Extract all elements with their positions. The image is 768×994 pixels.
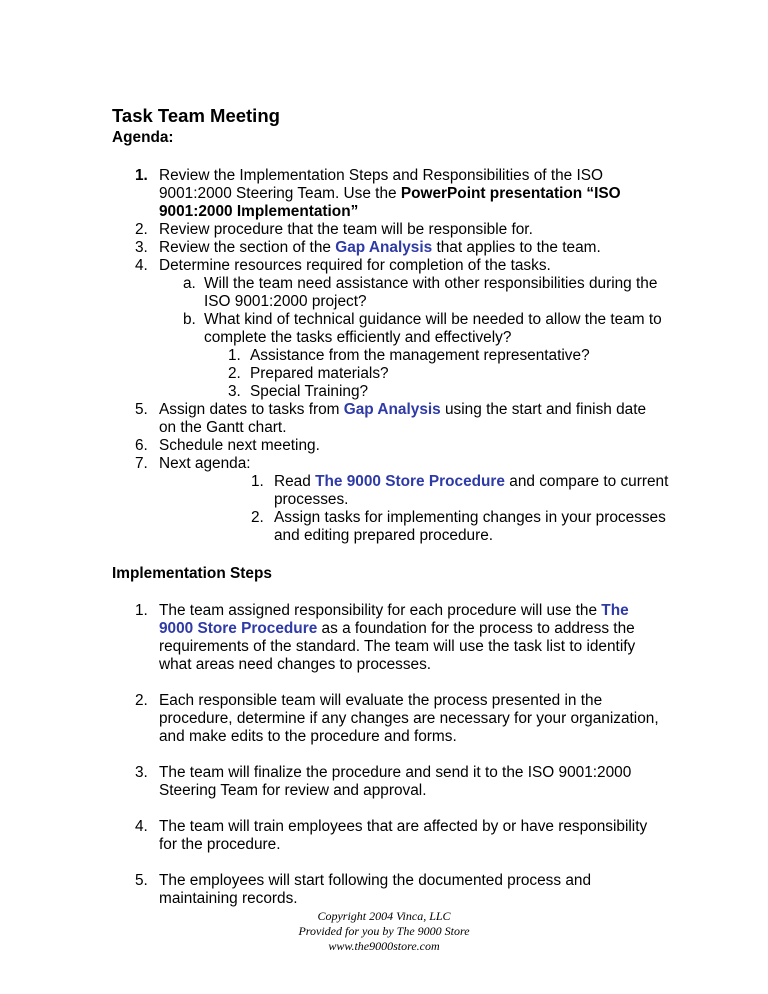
agenda-item-4b1-text: Assistance from the management representative? bbox=[250, 347, 590, 364]
step-2-line-2: procedure, determine if any changes are necessary for your organization, bbox=[159, 710, 659, 727]
agenda-item-1-line-3: 9001:2000 Implementation” bbox=[159, 203, 359, 220]
step-1-number: 1. bbox=[135, 602, 148, 619]
agenda-item-4a-line-2: ISO 9001:2000 project? bbox=[204, 293, 367, 310]
page-title: Task Team Meeting bbox=[112, 105, 280, 126]
gap-analysis-link[interactable]: Gap Analysis bbox=[335, 239, 433, 256]
agenda-item-5-line-2: on the Gantt chart. bbox=[159, 419, 287, 436]
footer-website: www.the9000store.com bbox=[328, 939, 440, 953]
step-1-line-3: requirements of the standard. The team will use the task list to identify bbox=[159, 638, 636, 655]
agenda-item-2-number: 2. bbox=[135, 221, 148, 238]
agenda-item-4b3-number: 3. bbox=[228, 383, 241, 400]
step-5-number: 5. bbox=[135, 872, 148, 889]
footer-copyright: Copyright 2004 Vinca, LLC bbox=[317, 909, 451, 923]
agenda-item-3-number: 3. bbox=[135, 239, 148, 256]
step-2-number: 2. bbox=[135, 692, 148, 709]
agenda-item-7-1-number: 1. bbox=[251, 473, 264, 490]
step-4-line-1: The team will train employees that are affected by or have responsibility bbox=[159, 818, 648, 835]
agenda-item-5-number: 5. bbox=[135, 401, 148, 418]
agenda-item-6-number: 6. bbox=[135, 437, 148, 454]
agenda-item-4b2-text: Prepared materials? bbox=[250, 365, 389, 382]
step-3-line-2: Steering Team for review and approval. bbox=[159, 782, 427, 799]
9000-store-procedure-link[interactable]: The 9000 Store Procedure bbox=[315, 473, 505, 490]
agenda-item-7-1-line-2: processes. bbox=[274, 491, 349, 508]
agenda-item-7-2-line-1: Assign tasks for implementing changes in your processes bbox=[274, 509, 666, 526]
agenda-item-1-line-1: Review the Implementation Steps and Responsibilities of the ISO bbox=[159, 167, 603, 184]
agenda-item-6-text: Schedule next meeting. bbox=[159, 437, 320, 454]
step-1-line-4: what areas need changes to processes. bbox=[159, 656, 432, 673]
agenda-heading: Agenda: bbox=[112, 129, 174, 146]
step-3-line-1: The team will finalize the procedure and send it to the ISO 9001:2000 bbox=[159, 764, 632, 781]
agenda-item-4b-line-1: What kind of technical guidance will be needed to allow the team to bbox=[204, 311, 662, 328]
powerpoint-reference: PowerPoint presentation “ISO bbox=[400, 185, 621, 202]
agenda-item-4-text: Determine resources required for completion of the tasks. bbox=[159, 257, 551, 274]
agenda-item-7-number: 7. bbox=[135, 455, 148, 472]
9000-store-procedure-link[interactable]: The bbox=[601, 602, 629, 619]
step-1-line-1: The team assigned responsibility for each procedure will use the The bbox=[159, 602, 629, 619]
footer-provided-by: Provided for you by The 9000 Store bbox=[298, 924, 470, 938]
agenda-item-4a-letter: a. bbox=[183, 275, 196, 292]
agenda-item-4b2-number: 2. bbox=[228, 365, 241, 382]
step-2-line-1: Each responsible team will evaluate the process presented in the bbox=[159, 692, 603, 709]
step-5-line-2: maintaining records. bbox=[159, 890, 298, 907]
step-5-line-1: The employees will start following the documented process and bbox=[159, 872, 592, 889]
step-2-line-3: and make edits to the procedure and forms. bbox=[159, 728, 457, 745]
agenda-item-5-line-1: Assign dates to tasks from Gap Analysis using the start and finish date bbox=[159, 401, 647, 418]
implementation-steps-heading: Implementation Steps bbox=[112, 565, 272, 582]
agenda-item-7-text: Next agenda: bbox=[159, 455, 251, 472]
step-1-line-2: 9000 Store Procedure as a foundation for the process to address the bbox=[159, 620, 635, 637]
agenda-item-7-2-line-2: and editing prepared procedure. bbox=[274, 527, 494, 544]
agenda-item-7-1-line-1: Read The 9000 Store Procedure and compare to current bbox=[274, 473, 669, 490]
9000-store-procedure-link[interactable]: 9000 Store Procedure bbox=[159, 620, 318, 637]
step-4-number: 4. bbox=[135, 818, 148, 835]
gap-analysis-link[interactable]: Gap Analysis bbox=[343, 401, 441, 418]
agenda-item-7-2-number: 2. bbox=[251, 509, 264, 526]
agenda-item-1-line-2: 9001:2000 Steering Team. Use the PowerPoint presentation “ISO bbox=[159, 185, 621, 202]
agenda-item-2-text: Review procedure that the team will be responsible for. bbox=[159, 221, 533, 238]
agenda-item-1-number: 1. bbox=[135, 167, 148, 184]
step-3-number: 3. bbox=[135, 764, 148, 781]
agenda-item-4b1-number: 1. bbox=[228, 347, 241, 364]
agenda-item-4b3-text: Special Training? bbox=[250, 383, 369, 400]
agenda-item-4b-line-2: complete the tasks efficiently and effectively? bbox=[204, 329, 512, 346]
agenda-item-4a-line-1: Will the team need assistance with other responsibilities during the bbox=[204, 275, 658, 292]
agenda-item-4-number: 4. bbox=[135, 257, 148, 274]
step-4-line-2: for the procedure. bbox=[159, 836, 281, 853]
agenda-item-3-text: Review the section of the Gap Analysis that applies to the team. bbox=[159, 239, 601, 256]
agenda-item-4b-letter: b. bbox=[183, 311, 196, 328]
